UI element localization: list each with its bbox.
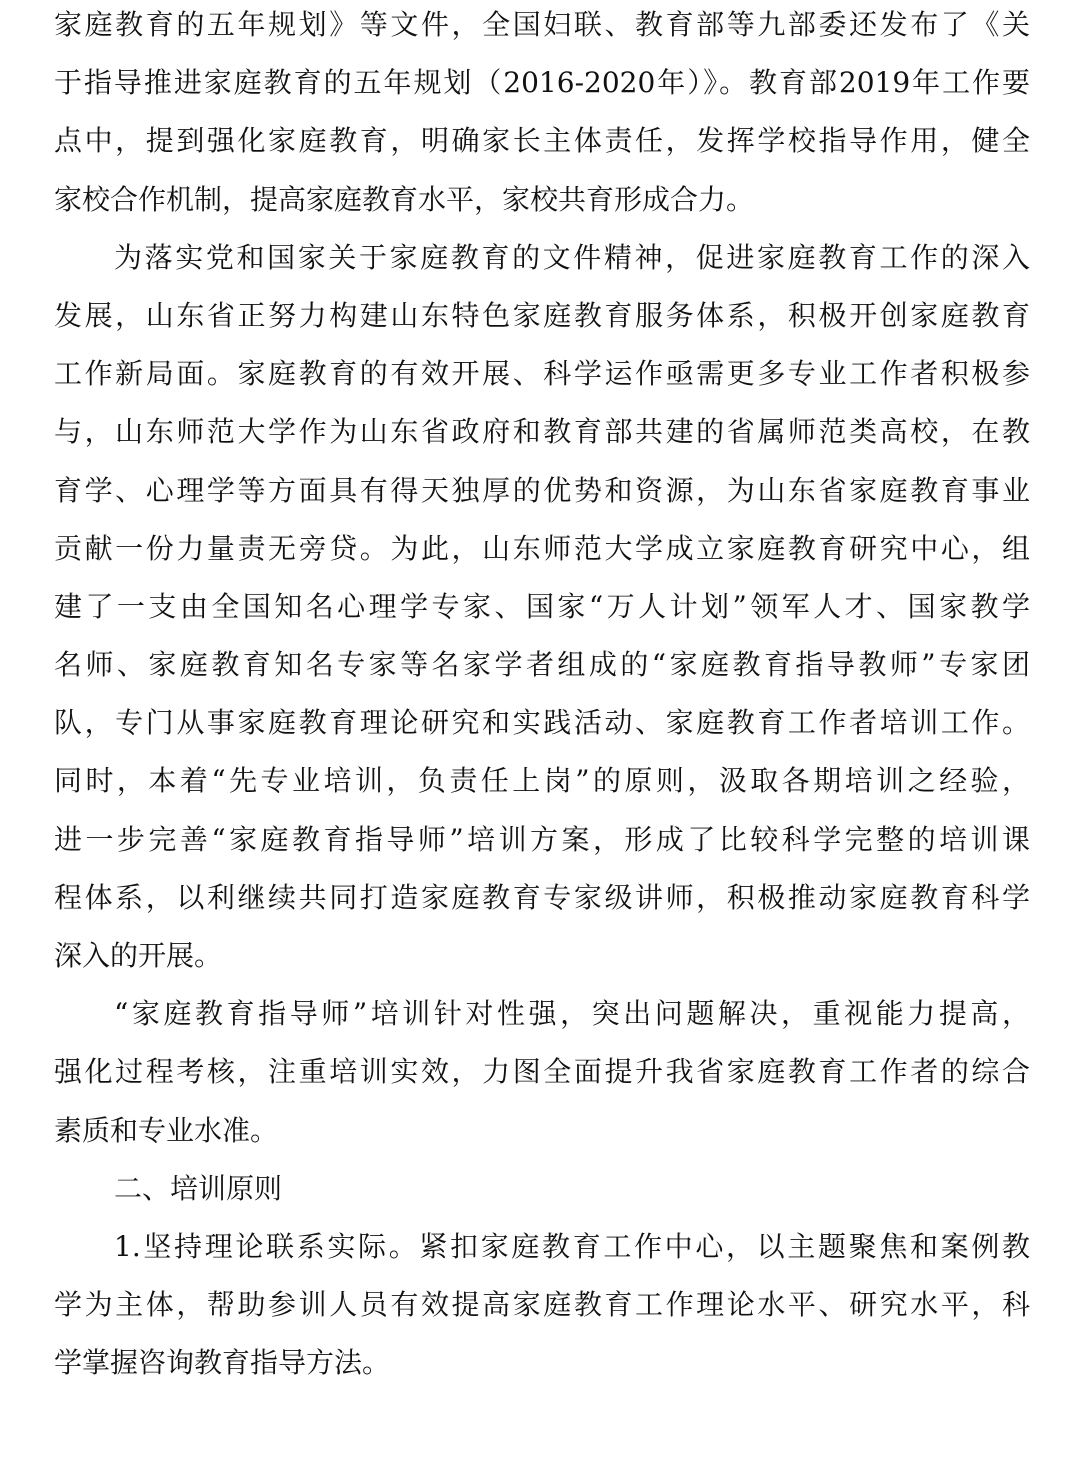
text-line: 为落实党和国家关于家庭教育的文件精神，促进家庭教育工作的深入: [114, 240, 1030, 274]
text-line: 家庭教育的五年规划》等文件，全国妇联、教育部等九部委还发布了《关: [54, 8, 1030, 41]
text-line: 育学、心理学等方面具有得天独厚的优势和资源，为山东省家庭教育事业: [54, 473, 1030, 507]
text-line: 深入的开展。: [54, 939, 223, 972]
text-line: 建了一支由全国知名心理学专家、国家“万人计划”领军人才、国家教学: [54, 589, 1030, 623]
text-line: 同时，本着“先专业培训，负责任上岗”的原则，汲取各期培训之经验，: [54, 764, 1030, 798]
text-line: 与，山东师范大学作为山东省政府和教育部共建的省属师范类高校，在教: [54, 415, 1030, 449]
text-line: 点中，提到强化家庭教育，明确家长主体责任，发挥学校指导作用，健全: [54, 124, 1030, 158]
text-line: 发展，山东省正努力构建山东特色家庭教育服务体系，积极开创家庭教育: [54, 298, 1030, 332]
text-line: 素质和专业水准。: [54, 1113, 279, 1147]
section-heading: 二、培训原则: [114, 1171, 283, 1205]
text-line: 队，专门从事家庭教育理论研究和实践活动、家庭教育工作者培训工作。: [54, 706, 1030, 740]
text-line: 于指导推进家庭教育的五年规划（2016-2020年）》。教育部2019年工作要: [54, 66, 1030, 100]
document-body: [54, 0, 1030, 1393]
text-line: 家校合作机制，提高家庭教育水平，家校共育形成合力。: [54, 182, 755, 216]
text-line: 强化过程考核，注重培训实效，力图全面提升我省家庭教育工作者的综合: [54, 1055, 1030, 1089]
text-line: 程体系，以利继续共同打造家庭教育专家级讲师，积极推动家庭教育科学: [54, 880, 1030, 914]
text-line: 名师、家庭教育知名专家等名家学者组成的“家庭教育指导教师”专家团: [54, 648, 1030, 682]
text-line: 学为主体，帮助参训人员有效提高家庭教育工作理论水平、研究水平，科: [54, 1288, 1030, 1322]
text-line: 工作新局面。家庭教育的有效开展、科学运作亟需更多专业工作者积极参: [54, 357, 1030, 391]
text-line: “家庭教育指导师”培训针对性强，突出问题解决，重视能力提高，: [114, 997, 1030, 1031]
text-line: 贡献一份力量责无旁贷。为此，山东师范大学成立家庭教育研究中心，组: [54, 531, 1030, 565]
text-line: 学掌握咨询教育指导方法。: [54, 1346, 391, 1380]
text-line: 进一步完善“家庭教育指导师”培训方案，形成了比较科学完整的培训课: [54, 822, 1030, 856]
text-line: 1.坚持理论联系实际。紧扣家庭教育工作中心，以主题聚焦和案例教: [114, 1229, 1030, 1263]
